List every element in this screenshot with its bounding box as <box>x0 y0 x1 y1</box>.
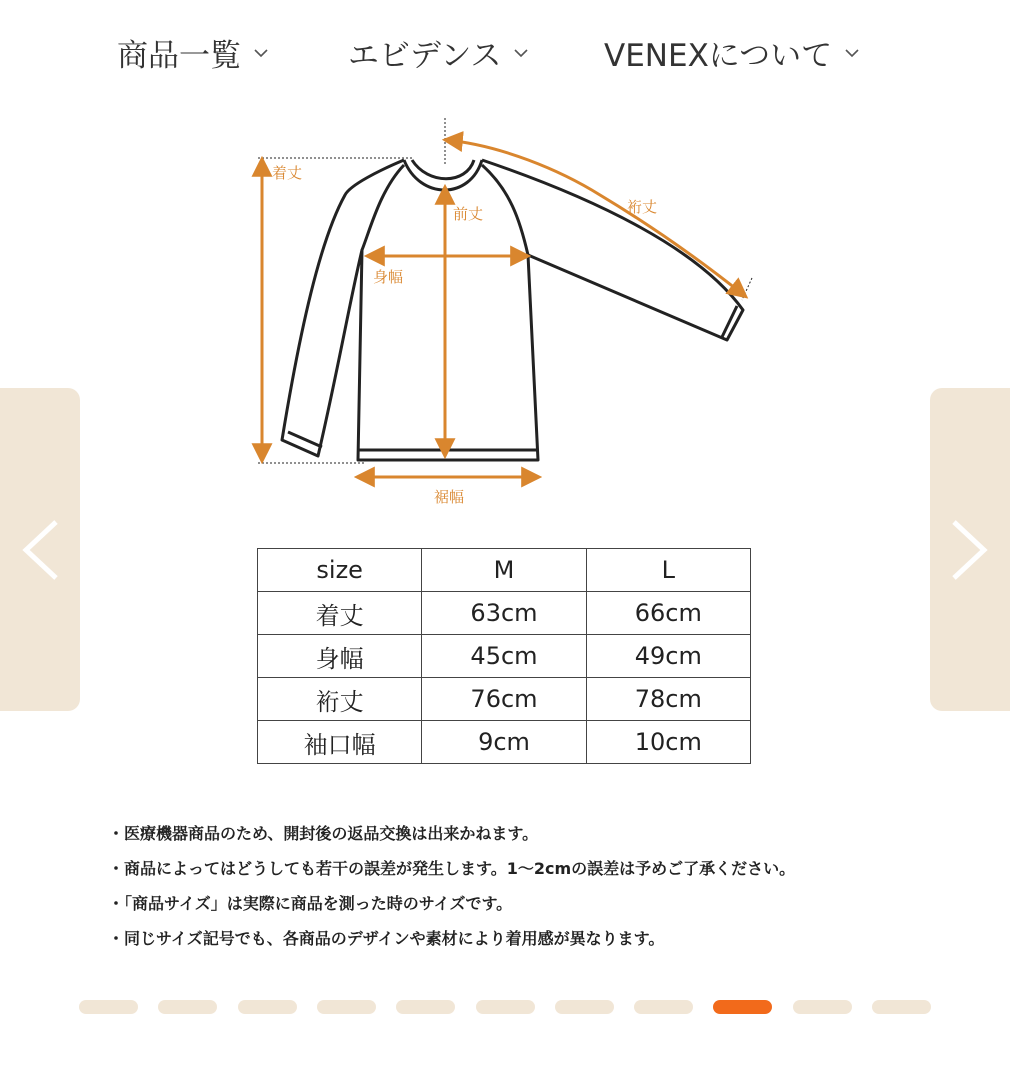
note-item: ・医療機器商品のため、開封後の返品交換は出来かねます。 <box>108 824 539 843</box>
pagination-dot[interactable] <box>79 1000 138 1014</box>
nav-item-label: エビデンス <box>348 38 502 74</box>
note-item: ・同じサイズ記号でも、各商品のデザインや素材により着用感が異なります。 <box>108 929 665 948</box>
size-measurement-diagram <box>240 110 780 520</box>
table-header-cell: size <box>258 549 422 592</box>
pagination-dot[interactable] <box>872 1000 931 1014</box>
nav-item-evidence[interactable] <box>348 30 531 75</box>
note-item: ・「商品サイズ」は実際に商品を測った時のサイズです。 <box>108 894 513 913</box>
label-hem-width: 裾幅 <box>434 488 465 506</box>
table-header-cell: L <box>586 549 750 592</box>
table-cell: 78cm <box>586 678 750 721</box>
table-cell: 66cm <box>586 592 750 635</box>
carousel-next-button[interactable] <box>930 388 1010 711</box>
label-body-width: 身幅 <box>373 268 404 286</box>
chevron-down-icon <box>511 43 531 63</box>
label-length: 着丈 <box>272 164 303 182</box>
top-nav <box>0 30 1010 80</box>
pagination-dot[interactable] <box>238 1000 297 1014</box>
size-notes <box>108 820 908 960</box>
chevron-down-icon <box>842 43 862 63</box>
table-cell: 身幅 <box>258 635 422 678</box>
size-table <box>257 548 751 764</box>
table-row <box>258 592 751 635</box>
nav-item-label: VENEXについて <box>604 38 833 74</box>
table-cell: 63cm <box>422 592 586 635</box>
pagination-dot[interactable] <box>793 1000 852 1014</box>
table-cell: 76cm <box>422 678 586 721</box>
carousel-prev-button[interactable] <box>0 388 80 711</box>
pagination-dot[interactable] <box>317 1000 376 1014</box>
pagination-dot[interactable] <box>158 1000 217 1014</box>
label-front-length: 前丈 <box>453 205 484 223</box>
chevron-down-icon <box>251 43 271 63</box>
table-header-cell: M <box>422 549 586 592</box>
shirt-outline <box>282 160 743 460</box>
pagination-dot[interactable] <box>476 1000 535 1014</box>
table-cell: 49cm <box>586 635 750 678</box>
table-row <box>258 721 751 764</box>
table-cell: 裄丈 <box>258 678 422 721</box>
table-cell: 着丈 <box>258 592 422 635</box>
carousel-pagination <box>79 1000 931 1014</box>
pagination-dot[interactable] <box>396 1000 455 1014</box>
table-cell: 10cm <box>586 721 750 764</box>
table-cell: 45cm <box>422 635 586 678</box>
pagination-dot[interactable] <box>634 1000 693 1014</box>
table-cell: 9cm <box>422 721 586 764</box>
chevron-right-icon <box>948 518 992 582</box>
nav-item-about[interactable] <box>604 30 862 75</box>
guide-lines <box>258 118 752 463</box>
nav-item-label: 商品一覧 <box>117 38 241 74</box>
table-row <box>258 635 751 678</box>
table-header-row <box>258 549 751 592</box>
pagination-dot[interactable] <box>555 1000 614 1014</box>
note-item: ・商品によってはどうしても若干の誤差が発生します。1〜2cmの誤差は予めご了承ください。 <box>108 859 796 878</box>
table-cell: 袖口幅 <box>258 721 422 764</box>
label-sleeve-length: 裄丈 <box>627 198 658 216</box>
nav-item-products[interactable] <box>117 30 271 75</box>
chevron-left-icon <box>18 518 62 582</box>
table-row <box>258 678 751 721</box>
pagination-dot-active[interactable] <box>713 1000 772 1014</box>
